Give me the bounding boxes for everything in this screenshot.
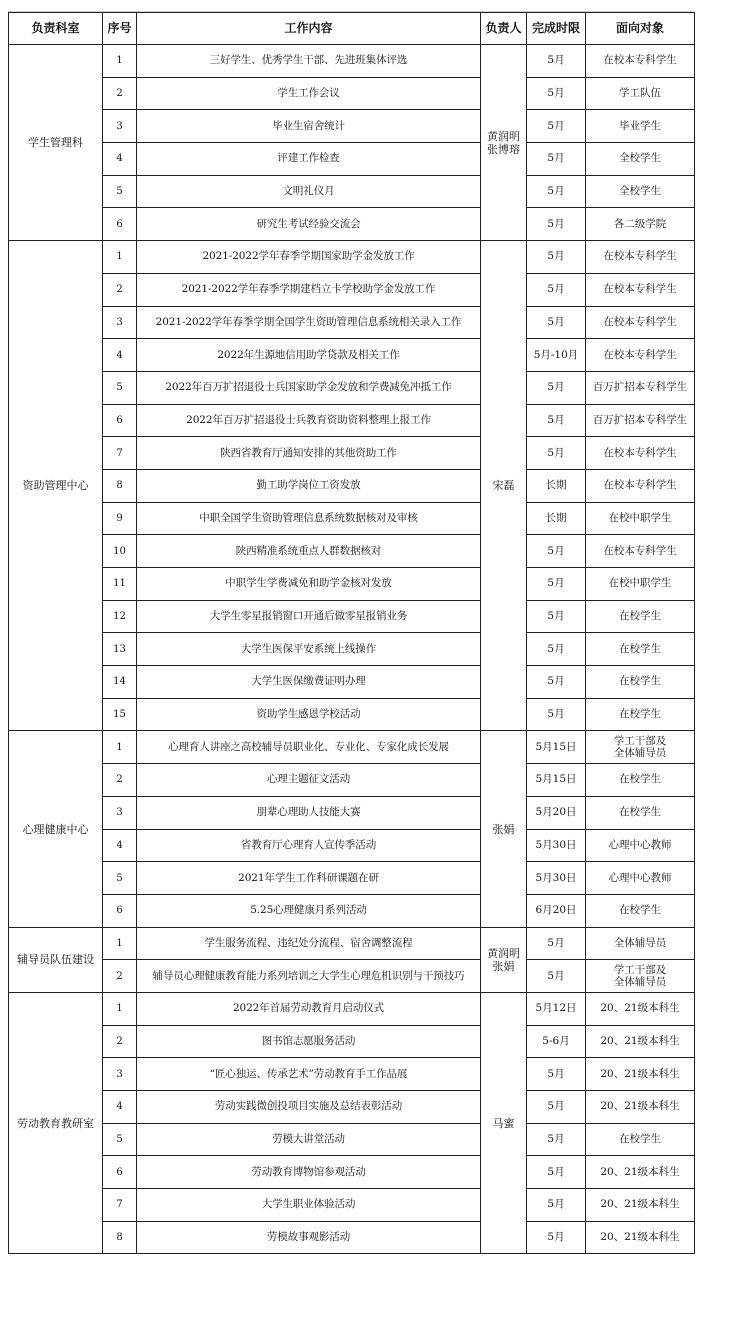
task-cell: 文明礼仪月 (137, 175, 481, 208)
header-row (9, 13, 695, 45)
num-cell: 1 (103, 992, 137, 1025)
time-cell: 5月30日 (527, 829, 586, 862)
audience-cell (586, 371, 695, 404)
num-cell: 13 (103, 633, 137, 666)
audience-line: 在校学生 (619, 904, 661, 917)
time-cell: 5月30日 (527, 862, 586, 895)
num-cell: 2 (103, 77, 137, 110)
audience-line: 全体辅导员 (613, 747, 667, 760)
num-cell: 1 (103, 731, 137, 764)
num-cell: 8 (103, 1221, 137, 1254)
audience-line: 在校学生 (619, 610, 661, 623)
audience-line: 在校学生 (619, 806, 661, 819)
table-row (9, 371, 695, 404)
table-row (9, 1091, 695, 1124)
audience-line: 20、21级本科生 (600, 1231, 680, 1244)
table-row (9, 666, 695, 699)
task-cell: 2022年生源地信用助学贷款及相关工作 (137, 339, 481, 372)
time-cell: 5月 (527, 1221, 586, 1254)
header-time: 完成时限 (527, 13, 586, 45)
audience-line: 全校学生 (619, 185, 661, 198)
task-cell: 劳动教育博物馆参观活动 (137, 1156, 481, 1189)
table-row (9, 1025, 695, 1058)
num-cell: 10 (103, 535, 137, 568)
num-cell: 7 (103, 437, 137, 470)
dept-cell: 辅导员队伍建设 (9, 927, 103, 992)
audience-cell (586, 175, 695, 208)
time-cell: 5月-10月 (527, 339, 586, 372)
num-cell: 3 (103, 796, 137, 829)
audience-cell (586, 992, 695, 1025)
lead-name: 黄润明 (487, 946, 520, 960)
header-audience: 面向对象 (586, 13, 695, 45)
num-cell: 5 (103, 371, 137, 404)
table-row (9, 404, 695, 437)
audience-cell (586, 110, 695, 143)
audience-cell (586, 960, 695, 993)
num-cell: 3 (103, 110, 137, 143)
time-cell: 5月 (527, 241, 586, 274)
table-row (9, 1058, 695, 1091)
audience-line: 在校本专科学生 (603, 250, 677, 263)
time-cell: 5月15日 (527, 731, 586, 764)
num-cell: 6 (103, 404, 137, 437)
audience-line: 心理中心教师 (608, 871, 672, 884)
table-row (9, 829, 695, 862)
time-cell: 6月20日 (527, 894, 586, 927)
audience-line: 心理中心教师 (608, 838, 672, 851)
audience-cell (586, 764, 695, 797)
table-row (9, 535, 695, 568)
audience-line: 20、21级本科生 (600, 1100, 680, 1113)
task-cell: 大学生医保缴费证明办理 (137, 666, 481, 699)
lead-cell (481, 992, 527, 1254)
table-row (9, 241, 695, 274)
audience-cell (586, 437, 695, 470)
time-cell: 5月 (527, 45, 586, 78)
num-cell: 1 (103, 927, 137, 960)
task-cell: 辅导员心理健康教育能力系列培训之大学生心理危机识别与干预技巧 (137, 960, 481, 993)
num-cell: 15 (103, 698, 137, 731)
audience-line: 20、21级本科生 (600, 1198, 680, 1211)
audience-cell (586, 1025, 695, 1058)
num-cell: 4 (103, 829, 137, 862)
audience-line: 20、21级本科生 (600, 1002, 680, 1015)
task-cell: 2022年首届劳动教育月启动仪式 (137, 992, 481, 1025)
table-row (9, 1221, 695, 1254)
task-cell: 中职学生学费减免和助学金核对发放 (137, 568, 481, 601)
num-cell: 5 (103, 175, 137, 208)
table-row (9, 437, 695, 470)
num-cell: 4 (103, 143, 137, 176)
audience-cell (586, 339, 695, 372)
audience-line: 在校学生 (619, 1133, 661, 1146)
task-cell: 5.25心理健康月系列活动 (137, 894, 481, 927)
task-cell: 劳模大讲堂活动 (137, 1123, 481, 1156)
time-cell: 5月 (527, 1091, 586, 1124)
table-row (9, 698, 695, 731)
audience-cell (586, 1123, 695, 1156)
time-cell: 5月 (527, 698, 586, 731)
audience-cell (586, 1156, 695, 1189)
time-cell: 5月 (527, 600, 586, 633)
num-cell: 1 (103, 241, 137, 274)
table-row (9, 143, 695, 176)
time-cell: 5月 (527, 960, 586, 993)
task-cell: 2021-2022学年春季学期全国学生资助管理信息系统相关录入工作 (137, 306, 481, 339)
num-cell: 7 (103, 1189, 137, 1222)
audience-cell (586, 77, 695, 110)
lead-cell (481, 45, 527, 241)
audience-line: 全校学生 (619, 152, 661, 165)
audience-line: 20、21级本科生 (600, 1034, 680, 1047)
audience-cell (586, 208, 695, 241)
dept-cell: 学生管理科 (9, 45, 103, 241)
audience-cell (586, 600, 695, 633)
task-cell: 省教育厅心理育人宣传季活动 (137, 829, 481, 862)
audience-line: 在校本专科学生 (603, 283, 677, 296)
time-cell: 5月 (527, 535, 586, 568)
num-cell: 5 (103, 862, 137, 895)
table-row (9, 273, 695, 306)
num-cell: 1 (103, 45, 137, 78)
task-cell: 心理主题征文活动 (137, 764, 481, 797)
time-cell: 5月15日 (527, 764, 586, 797)
table-row (9, 306, 695, 339)
time-cell: 5月 (527, 1058, 586, 1091)
task-cell: 2021年学生工作科研课题在研 (137, 862, 481, 895)
task-cell: 大学生医保平安系统上线操作 (137, 633, 481, 666)
dept-cell: 心理健康中心 (9, 731, 103, 927)
audience-line: 在校本专科学生 (603, 479, 677, 492)
table-row (9, 110, 695, 143)
audience-line: 在校本专科学生 (603, 348, 677, 361)
audience-cell (586, 731, 695, 764)
audience-cell (586, 862, 695, 895)
num-cell: 2 (103, 273, 137, 306)
time-cell: 长期 (527, 469, 586, 502)
table-row (9, 175, 695, 208)
header-dept: 负责科室 (9, 13, 103, 45)
num-cell: 3 (103, 1058, 137, 1091)
time-cell: 5月12日 (527, 992, 586, 1025)
dept-cell: 资助管理中心 (9, 241, 103, 731)
task-cell: 大学生职业体验活动 (137, 1189, 481, 1222)
table-row (9, 568, 695, 601)
table-row (9, 1189, 695, 1222)
table-row (9, 992, 695, 1025)
audience-cell (586, 469, 695, 502)
audience-cell (586, 1091, 695, 1124)
table-row (9, 796, 695, 829)
time-cell: 5月 (527, 437, 586, 470)
task-cell: 勤工助学岗位工资发放 (137, 469, 481, 502)
time-cell: 5月 (527, 568, 586, 601)
table-row (9, 502, 695, 535)
table-row (9, 469, 695, 502)
audience-cell (586, 502, 695, 535)
audience-line: 在校本专科学生 (603, 315, 677, 328)
time-cell: 长期 (527, 502, 586, 535)
time-cell: 5月 (527, 1189, 586, 1222)
audience-line: 学工干部及 (613, 735, 667, 748)
header-lead: 负责人 (481, 13, 527, 45)
table-row (9, 927, 695, 960)
lead-name: 宋磊 (492, 479, 515, 493)
audience-cell (586, 306, 695, 339)
audience-line: 各二级学院 (613, 217, 667, 230)
audience-cell (586, 1058, 695, 1091)
task-cell: 劳模故事观影活动 (137, 1221, 481, 1254)
num-cell: 2 (103, 764, 137, 797)
table-row (9, 633, 695, 666)
time-cell: 5月 (527, 77, 586, 110)
audience-cell (586, 143, 695, 176)
task-cell: 毕业生宿舍统计 (137, 110, 481, 143)
time-cell: 5月 (527, 143, 586, 176)
audience-line: 学工队伍 (619, 87, 661, 100)
time-cell: 5月 (527, 1123, 586, 1156)
table-row (9, 960, 695, 993)
audience-line: 在校本专科学生 (603, 446, 677, 459)
task-cell: 陕西省教育厅通知安排的其他资助工作 (137, 437, 481, 470)
lead-name: 张娟 (492, 822, 515, 836)
lead-cell (481, 927, 527, 992)
task-cell: 学生服务流程、违纪处分流程、宿舍调整流程 (137, 927, 481, 960)
time-cell: 5月 (527, 927, 586, 960)
audience-line: 百万扩招本专科学生 (592, 413, 688, 426)
lead-name: 张娟 (492, 959, 515, 973)
task-cell: 陕西精准系统重点人群数据核对 (137, 535, 481, 568)
audience-cell (586, 894, 695, 927)
table-row (9, 208, 695, 241)
audience-line: 毕业学生 (619, 119, 661, 132)
task-cell: 大学生零星报销窗口开通后做零星报销业务 (137, 600, 481, 633)
num-cell: 6 (103, 208, 137, 241)
table-row (9, 77, 695, 110)
table-row (9, 894, 695, 927)
num-cell: 8 (103, 469, 137, 502)
task-cell: 心理育人讲座之高校辅导员职业化、专业化、专家化成长发展 (137, 731, 481, 764)
audience-line: 全体辅导员 (613, 936, 667, 949)
task-cell: 学生工作会议 (137, 77, 481, 110)
audience-line: 在校本专科学生 (603, 544, 677, 557)
time-cell: 5月 (527, 1156, 586, 1189)
num-cell: 3 (103, 306, 137, 339)
time-cell: 5月20日 (527, 796, 586, 829)
audience-line: 在校本专科学生 (603, 54, 677, 67)
time-cell: 5月 (527, 404, 586, 437)
audience-cell (586, 1189, 695, 1222)
time-cell: 5月 (527, 633, 586, 666)
work-plan-table (8, 12, 695, 1254)
audience-line: 在校中职学生 (608, 511, 672, 524)
task-cell: 2022年百万扩招退役士兵教育资助资料整理上报工作 (137, 404, 481, 437)
time-cell: 5月 (527, 110, 586, 143)
audience-cell (586, 1221, 695, 1254)
lead-name: 黄润明 (487, 129, 520, 143)
num-cell: 2 (103, 960, 137, 993)
time-cell: 5-6月 (527, 1025, 586, 1058)
task-cell: 资助学生感恩学校活动 (137, 698, 481, 731)
num-cell: 14 (103, 666, 137, 699)
audience-cell (586, 241, 695, 274)
task-cell: 研究生考试经验交流会 (137, 208, 481, 241)
table-row (9, 764, 695, 797)
time-cell: 5月 (527, 306, 586, 339)
audience-line: 全体辅导员 (613, 976, 667, 989)
audience-cell (586, 927, 695, 960)
audience-cell (586, 796, 695, 829)
audience-line: 学工干部及 (613, 964, 667, 977)
num-cell: 9 (103, 502, 137, 535)
num-cell: 6 (103, 1156, 137, 1189)
task-cell: 评建工作检查 (137, 143, 481, 176)
audience-cell (586, 666, 695, 699)
lead-cell (481, 731, 527, 927)
audience-line: 20、21级本科生 (600, 1067, 680, 1080)
audience-cell (586, 568, 695, 601)
task-cell: 中职全国学生资助管理信息系统数据核对及审核 (137, 502, 481, 535)
num-cell: 6 (103, 894, 137, 927)
task-cell: “匠心独运、传承艺术”劳动教育手工作品展 (137, 1058, 481, 1091)
table-body (9, 45, 695, 1254)
lead-name: 马蜜 (492, 1116, 515, 1130)
audience-line: 在校学生 (619, 773, 661, 786)
task-cell: 劳动实践微创投项目实施及总结表彰活动 (137, 1091, 481, 1124)
num-cell: 5 (103, 1123, 137, 1156)
table-row (9, 45, 695, 78)
time-cell: 5月 (527, 208, 586, 241)
task-cell: 2022年百万扩招退役士兵国家助学金发放和学费减免冲抵工作 (137, 371, 481, 404)
time-cell: 5月 (527, 273, 586, 306)
table-row (9, 731, 695, 764)
table-row (9, 1123, 695, 1156)
task-cell: 图书馆志愿服务活动 (137, 1025, 481, 1058)
dept-cell: 劳动教育教研室 (9, 992, 103, 1254)
task-cell: 2021-2022学年春季学期建档立卡学校助学金发放工作 (137, 273, 481, 306)
table-row (9, 862, 695, 895)
time-cell: 5月 (527, 371, 586, 404)
num-cell: 12 (103, 600, 137, 633)
num-cell: 4 (103, 1091, 137, 1124)
lead-cell (481, 241, 527, 731)
table-row (9, 600, 695, 633)
audience-cell (586, 633, 695, 666)
num-cell: 11 (103, 568, 137, 601)
audience-cell (586, 45, 695, 78)
table-row (9, 339, 695, 372)
audience-line: 在校中职学生 (608, 577, 672, 590)
audience-cell (586, 535, 695, 568)
header-num: 序号 (103, 13, 137, 45)
audience-cell (586, 273, 695, 306)
audience-cell (586, 404, 695, 437)
audience-line: 百万扩招本专科学生 (592, 381, 688, 394)
num-cell: 4 (103, 339, 137, 372)
audience-line: 在校学生 (619, 675, 661, 688)
audience-cell (586, 829, 695, 862)
table-row (9, 1156, 695, 1189)
num-cell: 2 (103, 1025, 137, 1058)
audience-line: 20、21级本科生 (600, 1165, 680, 1178)
task-cell: 朋辈心理助人技能大赛 (137, 796, 481, 829)
audience-cell (586, 698, 695, 731)
lead-name: 张博瑢 (487, 142, 520, 156)
header-task: 工作内容 (137, 13, 481, 45)
task-cell: 2021-2022学年春季学期国家助学金发放工作 (137, 241, 481, 274)
audience-line: 在校学生 (619, 642, 661, 655)
task-cell: 三好学生、优秀学生干部、先进班集体评选 (137, 45, 481, 78)
time-cell: 5月 (527, 666, 586, 699)
audience-line: 在校学生 (619, 708, 661, 721)
time-cell: 5月 (527, 175, 586, 208)
